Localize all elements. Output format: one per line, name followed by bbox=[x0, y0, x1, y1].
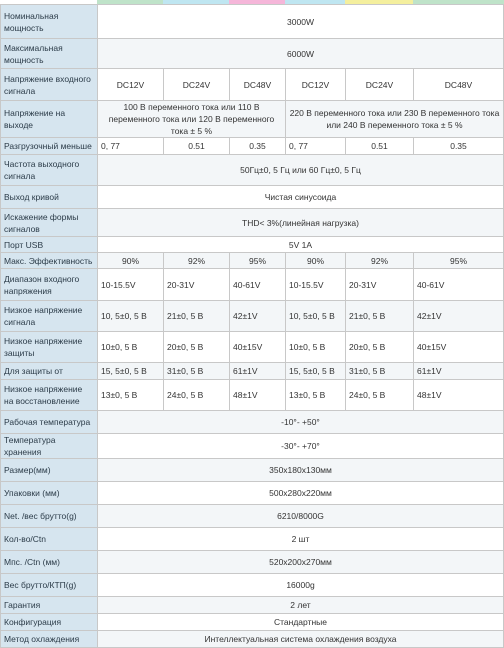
row-value: 6000W bbox=[98, 39, 504, 69]
cell: 61±1V bbox=[414, 363, 504, 380]
cell: 48±1V bbox=[230, 380, 286, 411]
cell: 0.35 bbox=[230, 138, 286, 155]
cell: 90% bbox=[286, 253, 346, 269]
cell: 220 В переменного тока или 230 В переменного тока или 240 В переменного тока ± 5 % bbox=[286, 101, 504, 138]
cell: 0, 77 bbox=[98, 138, 164, 155]
row-label: Низкое напряжение на восстановление bbox=[1, 380, 98, 411]
cell: 40-61V bbox=[414, 269, 504, 301]
row-value: -30°- +70° bbox=[98, 434, 504, 459]
row-label: Net. /вес брутто(g) bbox=[1, 505, 98, 528]
cell: 10±0, 5 В bbox=[98, 332, 164, 363]
row-label: Максимальная мощность bbox=[1, 39, 98, 69]
cell: 24±0, 5 В bbox=[346, 380, 414, 411]
row-label: Номинальная мощность bbox=[1, 5, 98, 39]
row-value: 2 лет bbox=[98, 597, 504, 614]
row-input-voltage bbox=[1, 69, 504, 101]
row-value: 520x200x270мм bbox=[98, 551, 504, 574]
row-work-temp bbox=[1, 411, 504, 434]
row-value: 500x280x220мм bbox=[98, 482, 504, 505]
row-value: 5V 1A bbox=[98, 237, 504, 253]
row-value: 2 шт bbox=[98, 528, 504, 551]
cell: 13±0, 5 В bbox=[286, 380, 346, 411]
row-no-load bbox=[1, 138, 504, 155]
row-label: Конфигурация bbox=[1, 614, 98, 631]
cell: 40±15V bbox=[230, 332, 286, 363]
row-input-range bbox=[1, 269, 504, 301]
row-low-protect bbox=[1, 332, 504, 363]
cell: 31±0, 5 В bbox=[346, 363, 414, 380]
cell: 40-61V bbox=[230, 269, 286, 301]
row-protect-from bbox=[1, 363, 504, 380]
row-value: 16000g bbox=[98, 574, 504, 597]
row-label: Макс. Эффективность bbox=[1, 253, 98, 269]
cell: DC24V bbox=[164, 69, 230, 101]
row-config bbox=[1, 614, 504, 631]
row-label: Диапазон входного напряжения bbox=[1, 269, 98, 301]
row-label: Выход кривой bbox=[1, 186, 98, 209]
cell: 10-15.5V bbox=[98, 269, 164, 301]
row-distortion bbox=[1, 209, 504, 237]
row-label: Частота выходного сигнала bbox=[1, 155, 98, 186]
cell: 0.35 bbox=[414, 138, 504, 155]
row-label: Размер(мм) bbox=[1, 459, 98, 482]
cell: 10-15.5V bbox=[286, 269, 346, 301]
cell: 0.51 bbox=[346, 138, 414, 155]
row-low-voltage bbox=[1, 301, 504, 332]
cell: 100 В переменного тока или 110 В переменного тока или 120 В переменного тока ± 5 % bbox=[98, 101, 286, 138]
row-label: Порт USB bbox=[1, 237, 98, 253]
row-value: THD< 3%(линейная нагрузка) bbox=[98, 209, 504, 237]
row-ctn bbox=[1, 551, 504, 574]
cell: 24±0, 5 В bbox=[164, 380, 230, 411]
row-value: 350x180x130мм bbox=[98, 459, 504, 482]
row-max bbox=[1, 39, 504, 69]
row-label: Температура хранения bbox=[1, 434, 98, 459]
row-label: Низкое напряжение защиты bbox=[1, 332, 98, 363]
cell: 92% bbox=[164, 253, 230, 269]
row-value: 3000W bbox=[98, 5, 504, 39]
cell: 21±0, 5 В bbox=[346, 301, 414, 332]
cell: 20-31V bbox=[346, 269, 414, 301]
cell: 20±0, 5 В bbox=[164, 332, 230, 363]
cell: 42±1V bbox=[414, 301, 504, 332]
row-value: Чистая синусоида bbox=[98, 186, 504, 209]
row-cooling bbox=[1, 631, 504, 648]
cell: 10, 5±0, 5 В bbox=[98, 301, 164, 332]
row-value: Интеллектуальная система охлаждения воздуха bbox=[98, 631, 504, 648]
spec-table bbox=[0, 4, 504, 648]
row-label: Низкое напряжение сигнала bbox=[1, 301, 98, 332]
cell: 13±0, 5 В bbox=[98, 380, 164, 411]
cell: 95% bbox=[230, 253, 286, 269]
cell: DC12V bbox=[98, 69, 164, 101]
row-warranty bbox=[1, 597, 504, 614]
row-label: Кол-во/Ctn bbox=[1, 528, 98, 551]
cell: 20±0, 5 В bbox=[346, 332, 414, 363]
cell: 40±15V bbox=[414, 332, 504, 363]
cell: 31±0, 5 В bbox=[164, 363, 230, 380]
cell: 42±1V bbox=[230, 301, 286, 332]
row-label: Мпс. /Ctn (мм) bbox=[1, 551, 98, 574]
row-qty bbox=[1, 528, 504, 551]
cell: DC24V bbox=[346, 69, 414, 101]
cell: 21±0, 5 В bbox=[164, 301, 230, 332]
cell: 92% bbox=[346, 253, 414, 269]
row-gross bbox=[1, 574, 504, 597]
row-usb bbox=[1, 237, 504, 253]
row-label: Метод охлаждения bbox=[1, 631, 98, 648]
cell: 95% bbox=[414, 253, 504, 269]
row-label: Искажение формы сигналов bbox=[1, 209, 98, 237]
row-value: Стандартные bbox=[98, 614, 504, 631]
row-label: Упаковки (мм) bbox=[1, 482, 98, 505]
cell: 10, 5±0, 5 В bbox=[286, 301, 346, 332]
cell: 15, 5±0, 5 В bbox=[286, 363, 346, 380]
row-label: Напряжение на выходе bbox=[1, 101, 98, 138]
cell: 20-31V bbox=[164, 269, 230, 301]
row-output-voltage bbox=[1, 101, 504, 138]
cell: 0.51 bbox=[164, 138, 230, 155]
cell: 61±1V bbox=[230, 363, 286, 380]
cell: DC12V bbox=[286, 69, 346, 101]
row-label: Вес брутто/КТП(g) bbox=[1, 574, 98, 597]
row-value: -10°- +50° bbox=[98, 411, 504, 434]
row-recovery bbox=[1, 380, 504, 411]
row-value: 50Гц±0, 5 Гц или 60 Гц±0, 5 Гц bbox=[98, 155, 504, 186]
row-frequency bbox=[1, 155, 504, 186]
row-package bbox=[1, 482, 504, 505]
row-value: 6210/8000G bbox=[98, 505, 504, 528]
cell: DC48V bbox=[230, 69, 286, 101]
cell: 10±0, 5 В bbox=[286, 332, 346, 363]
row-efficiency bbox=[1, 253, 504, 269]
row-size bbox=[1, 459, 504, 482]
row-waveform bbox=[1, 186, 504, 209]
row-label: Гарантия bbox=[1, 597, 98, 614]
row-weight bbox=[1, 505, 504, 528]
cell: 15, 5±0, 5 В bbox=[98, 363, 164, 380]
row-label: Разгрузочный меньше bbox=[1, 138, 98, 155]
cell: 90% bbox=[98, 253, 164, 269]
row-label: Напряжение входного сигнала bbox=[1, 69, 98, 101]
cell: DC48V bbox=[414, 69, 504, 101]
row-label: Рабочая температура bbox=[1, 411, 98, 434]
row-nominal bbox=[1, 5, 504, 39]
row-label: Для защиты от bbox=[1, 363, 98, 380]
cell: 0, 77 bbox=[286, 138, 346, 155]
cell: 48±1V bbox=[414, 380, 504, 411]
row-storage-temp bbox=[1, 434, 504, 459]
